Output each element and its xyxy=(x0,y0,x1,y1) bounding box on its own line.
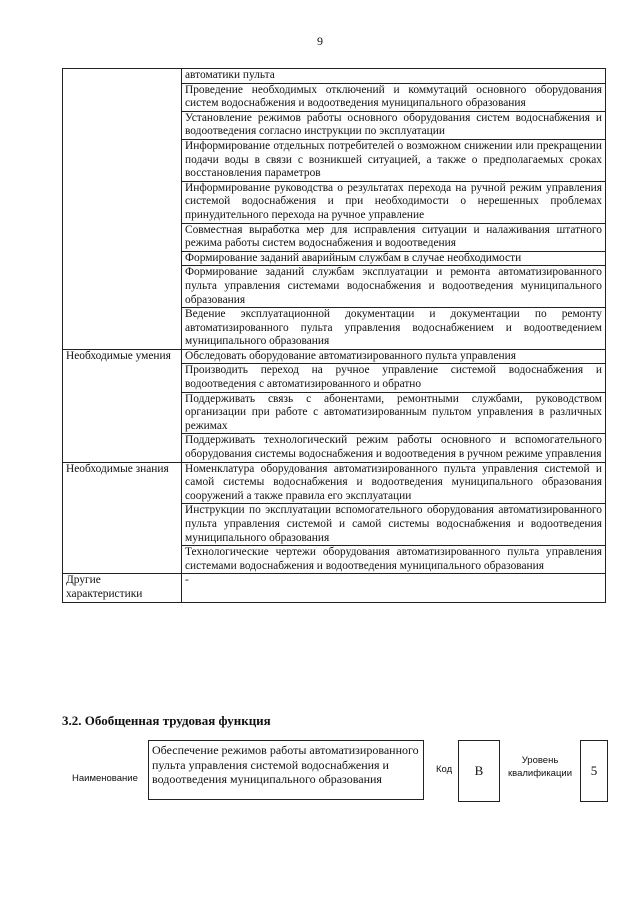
table-cell: Ведение эксплуатационной документации и документации по ремонту автоматизированного пульта управления водоснабжением и водоотведением муниципального образования xyxy=(182,308,606,350)
section-title: 3.2. Обобщенная трудовая функция xyxy=(62,713,271,728)
general-function-block xyxy=(62,738,608,808)
table-cell: Инструкции по эксплуатации вспомогательного оборудования автоматизированного пульта управления системой и самой системы водоснабжения и водоотведения муниципального образования xyxy=(182,504,606,546)
table-row xyxy=(63,462,606,504)
name-label: Наименование xyxy=(72,773,138,784)
table-cell: Производить переход на ручное управление системой водоснабжения и водоотведения с автоматизированного и обратно xyxy=(182,364,606,392)
qualification-level-value-box: 5 xyxy=(580,740,608,802)
page-number: 9 xyxy=(317,34,323,48)
table-cell: Проведение необходимых отключений и коммутаций основного оборудования систем водоснабжения и водоотведения муниципального образования xyxy=(182,83,606,111)
table-cell: Установление режимов работы основного оборудования систем водоснабжения и водоотведения согласно инструкции по эксплуатации xyxy=(182,111,606,139)
table-cell: Информирование отдельных потребителей о возможном снижении или прекращении подачи воды в связи с возникшей ситуацией, а также о предполагаемых сроках восстановления параметров xyxy=(182,139,606,181)
table-cell: Формирование заданий службам эксплуатации и ремонта автоматизированного пульта управления системами водоснабжения и водоотведения муниципального образования xyxy=(182,266,606,308)
code-label: Код xyxy=(436,764,453,775)
table-cell: Обследовать оборудование автоматизированного пульта управления xyxy=(182,349,606,364)
table-cell: автоматики пульта xyxy=(182,69,606,84)
name-value-box: Обеспечение режимов работы автоматизированного пульта управления системой водоснабжения и водоотведения муниципального образования xyxy=(148,740,424,800)
code-value-box: B xyxy=(458,740,500,802)
row-group-label: Другие характеристики xyxy=(63,574,182,602)
row-group-label: Необходимые умения xyxy=(63,349,182,462)
table-row xyxy=(63,69,606,84)
qualification-level-label: Уровень квалификации xyxy=(507,755,573,779)
table-cell: Информирование руководства о результатах перехода на ручной режим управления системой водоснабжения и при необходимости о нерешенных проблемах принудительного перехода на ручное управление xyxy=(182,181,606,223)
table-cell: Технологические чертежи оборудования автоматизированного пульта управления системами водоснабжения и водоотведения муниципального образования xyxy=(182,546,606,574)
table-cell: Поддерживать технологический режим работы основного и вспомогательного оборудования системы водоснабжения и водоотведения в ручном режиме управления xyxy=(182,434,606,462)
table-cell: Поддерживать связь с абонентами, ремонтными службами, руководством организации при работе с автоматизированным пультом управления в различных режимах xyxy=(182,392,606,434)
table-row xyxy=(63,574,606,602)
competency-table xyxy=(62,68,606,603)
table-cell: Формирование заданий аварийным службам в случае необходимости xyxy=(182,251,606,266)
table-cell: - xyxy=(182,574,606,602)
row-group-label xyxy=(63,69,182,350)
row-group-label: Необходимые знания xyxy=(63,462,182,574)
table-row xyxy=(63,349,606,364)
table-cell: Номенклатура оборудования автоматизированного пульта управления системой и самой системы водоснабжения и водоотведения муниципального образования сооружений а также правила его эксплуатации xyxy=(182,462,606,504)
table-cell: Совместная выработка мер для исправления ситуации и налаживания штатного режима работы систем водоснабжения и водоотведения xyxy=(182,223,606,251)
